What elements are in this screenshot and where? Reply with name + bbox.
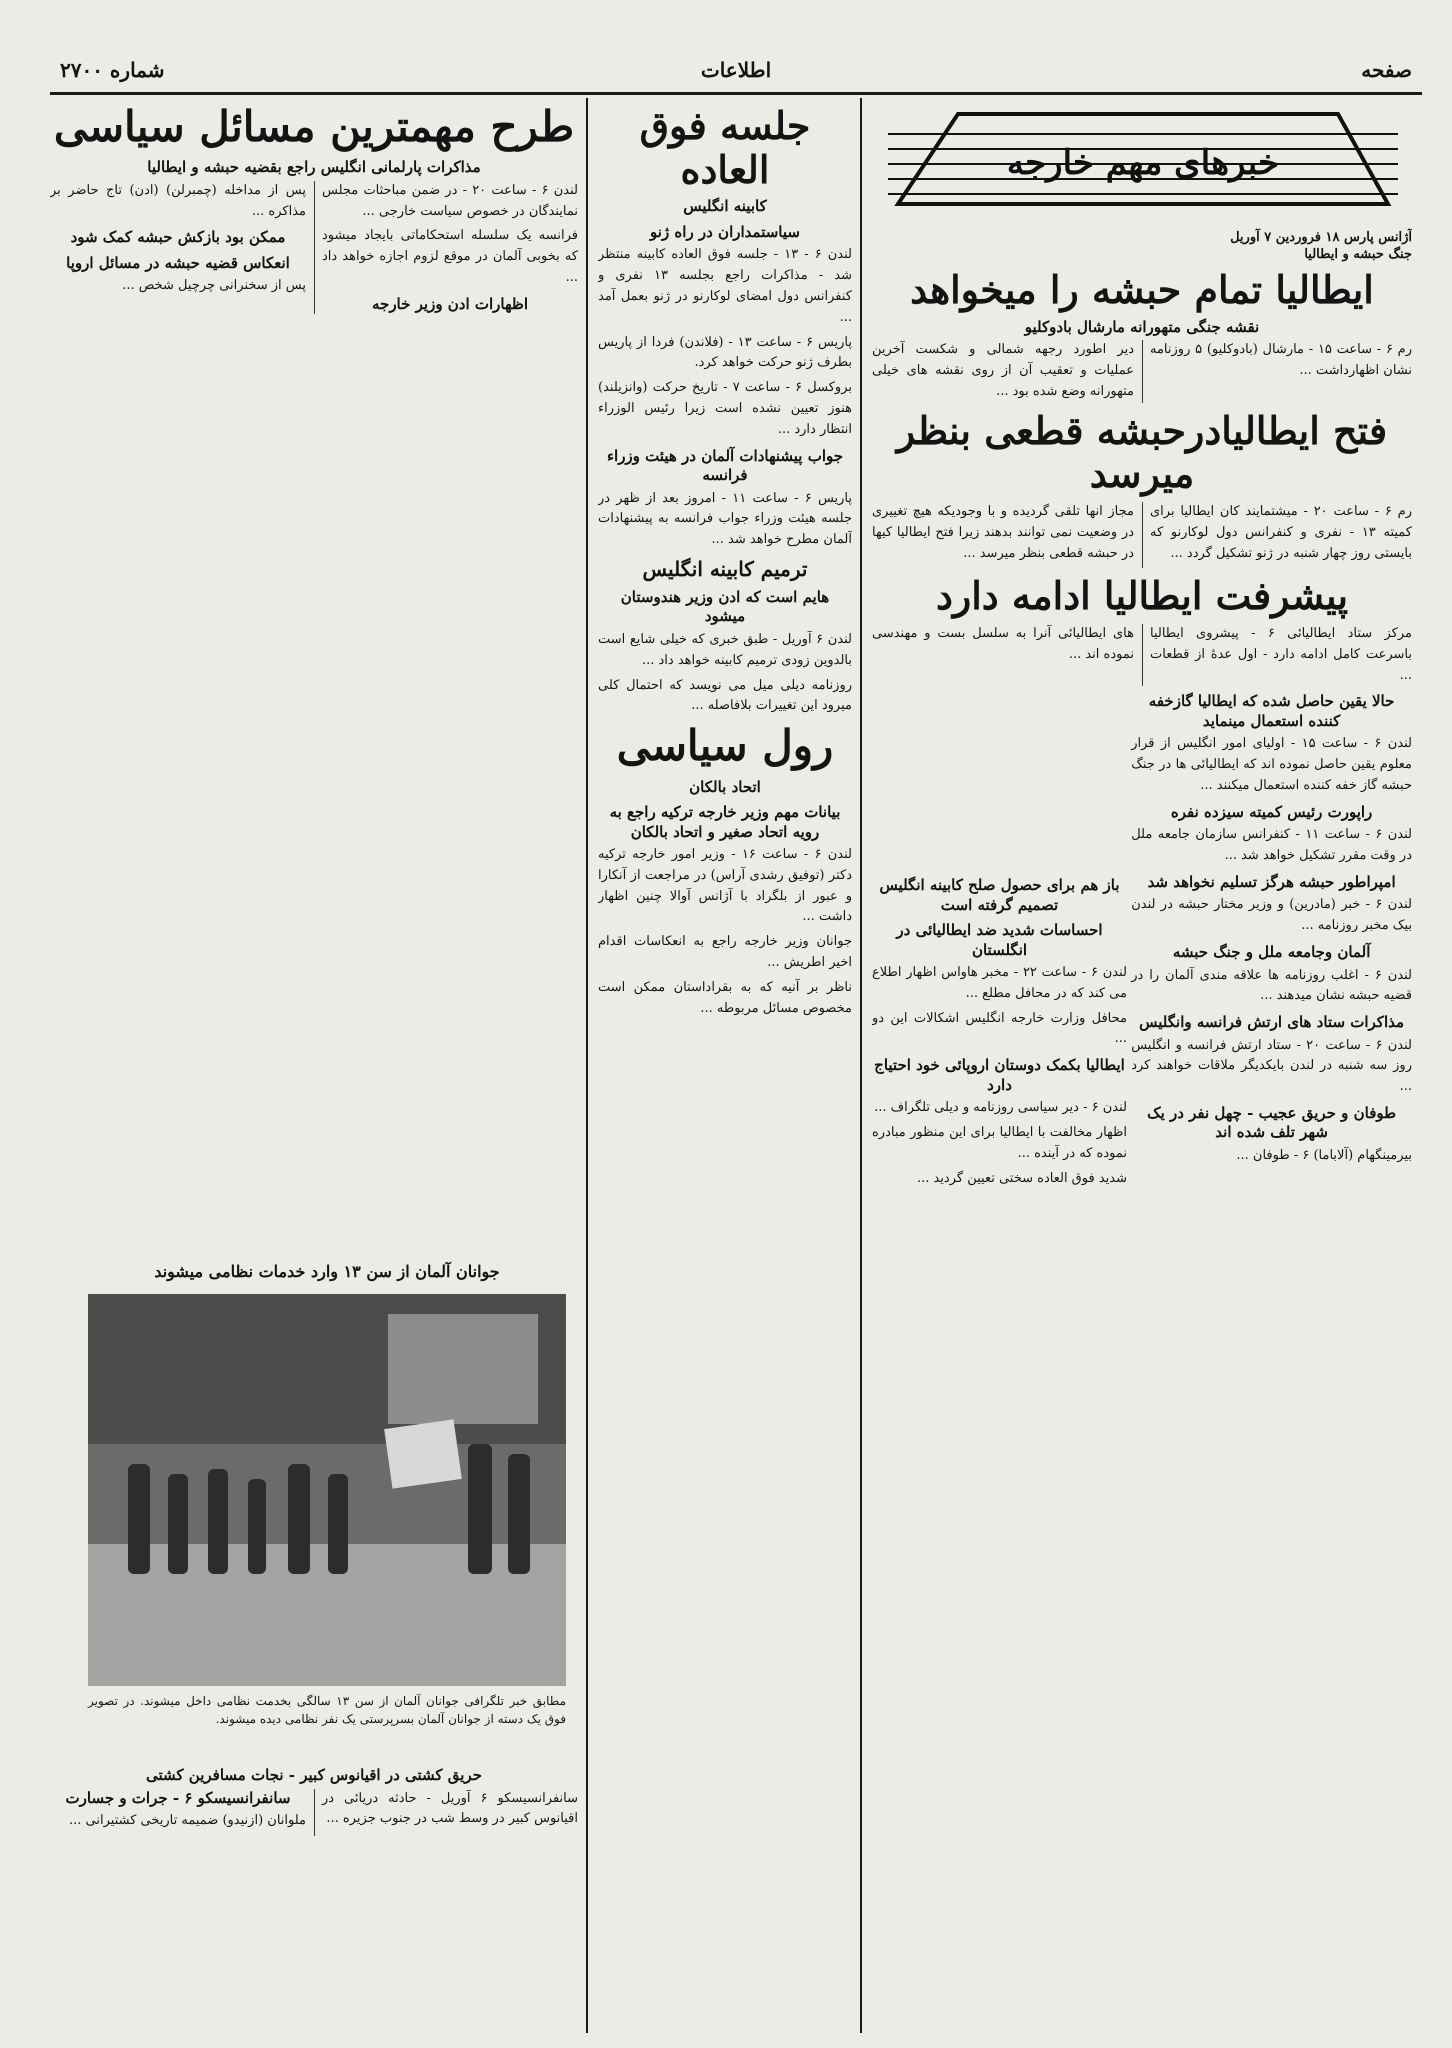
column-rule-right: [860, 98, 862, 2033]
article-1-body: [872, 340, 1412, 402]
paragraph: لندن ۶ - ۱۳ - جلسه فوق العاده کابینه منتظر شد - مذاکرات راجع بجلسه ۱۳ نفری و کنفرانس دول امضای لوکارنو در ژنو بعمل آمد ...: [598, 247, 852, 325]
left-article-1-title: طرح مهمترین مسائل سیاسی: [53, 102, 575, 151]
paragraph: روزنامه دیلی میل می نویسد که احتمال کلی میرود این تغییرات بلافاصله ...: [598, 677, 852, 714]
paragraph: رم ۶ - ساعت ۱۵ - مارشال (بادوکلیو) ۵ روزنامه نشان اظهارداشت ...: [1150, 342, 1412, 378]
agency-line: آژانس پارس ۱۸ فروردین ۷ آوریل: [1230, 230, 1412, 245]
paragraph: لندن ۶ - اغلب روزنامه ها علاقه مندی آلمان را در قضیه حبشه نشان میدهند ...: [1131, 967, 1412, 1004]
paragraph: اظهار مخالفت با ایطالیا برای این منظور مبادره نموده که در آینده ...: [872, 1124, 1127, 1161]
article-8-title: مذاکرات ستاد های ارتش فرانسه وانگلیس: [1139, 1013, 1405, 1032]
paragraph: محافل وزارت خارجه انگلیس اشکالات این دو ...: [872, 1010, 1127, 1047]
article-2-body: [872, 502, 1412, 568]
left-bottom-column: [50, 1760, 578, 2033]
paragraph: دیر اطورد رجهه شمالی و شکست آخرین عملیات و تعقیب آن از روی نقشه های خیلی متهورانه وضع شده بود ...: [872, 342, 1134, 399]
left-article-5-title: سانفرانسیسکو ۶ - جرات و جسارت: [65, 1788, 291, 1807]
right-middle-column-articles: [872, 870, 1127, 2030]
masthead: [50, 52, 1422, 94]
article-3-body: [872, 624, 1412, 686]
paragraph: مجاز انها تلقی گردیده و با وجودیکه هیچ تغییری در وضعیت نمی توانند بدهند زیرا فتح ایطالیا کیها در حبشه قطعی بنظر میرسد ...: [872, 503, 1134, 561]
masthead-rule: [50, 92, 1422, 95]
middle-article-6-title: ایطالیا بکمک دوستان اروپائی خود احتیاج دارد: [874, 1056, 1125, 1094]
banner-title-art: خبرهای مهم خارجه: [1006, 143, 1280, 183]
paragraph: لندن ۶ - ساعت ۲۰ - ستاد ارتش فرانسه و انگلیس روز سه شنبه در لندن بایکدیگر ملاقات خواهند کرد ...: [1131, 1037, 1412, 1095]
middle-article-4-subtitle: اتحاد بالکان: [689, 777, 761, 796]
left-article-4-body: [50, 1789, 578, 1836]
paragraph: پس از مداخله (چمبرلن) (ادن) تاج حاضر بر مذاکره ...: [50, 182, 306, 219]
middle-article-2-title: جواب پیشنهادات آلمان در هیئت وزراء فرانسه: [606, 446, 844, 485]
page-label: صفحه: [1361, 58, 1412, 82]
paragraph: بیرمینگهام (آلاباما) ۶ - طوفان ...: [1236, 1147, 1412, 1163]
middle-article-4-title: رول سیاسی: [616, 721, 834, 771]
paragraph: بروکسل ۶ - ساعت ۷ - تاریخ حرکت (وانزیلند) هنوز تعیین نشده است زیرا رئیس الوزراء انتظار دارد ...: [598, 380, 852, 437]
paragraph: لندن ۶ - ساعت ۱۵ - اولیای امور انگلیس از قرار معلوم یقین حاصل نموده اند که ایطالیائی ها در جنگ حبشه گاز خفه کننده استعمال میکنند ...: [1131, 736, 1412, 794]
article-1-subtitle: نقشه جنگی متهورانه مارشال بادوکلیو: [1024, 317, 1260, 336]
left-article-1-body: [50, 181, 578, 314]
photo-title: جوانان آلمان از سن ۱۳ وارد خدمات نظامی میشوند: [154, 1262, 500, 1281]
article-1-title: ایطالیا تمام حبشه را میخواهد: [910, 267, 1374, 312]
paragraph: های ایطالیائی آنرا به سلسل بست و مهندسی نموده اند ...: [872, 626, 1134, 662]
paragraph: لندن ۶ - دیر سیاسی روزنامه و دیلی تلگراف ...: [874, 1100, 1127, 1116]
article-6-title: امپراطور حبشه هرگز تسلیم نخواهد شد: [1147, 872, 1396, 891]
paragraph: لندن ۶ - ساعت ۲۰ - در ضمن مباحثات مجلس نمایندگان در خصوص سیاست خارجی ...: [322, 182, 578, 219]
right-subcolumn: [1131, 686, 1412, 1170]
paragraph: لندن ۶ - ساعت ۱۶ - وزیر امور خارجه ترکیه دکتر (توفیق رشدی آراس) در مراجعت از آنکارا و عبور از بلگراد با آژانس آوالا چنین اظهار داشت ...: [598, 847, 852, 925]
paragraph: پاریس ۶ - ساعت ۱۱ - امروز بعد از ظهر در جلسه هیئت وزراء جواب فرانسه به پیشنهادات آلمان مطرح خواهد شد ...: [598, 490, 852, 548]
left-article-2-subhead: ممکن بود بازکش حبشه کمک شود: [70, 228, 286, 247]
left-article-1-subtitle: مذاکرات پارلمانی انگلیس راجع بقضیه حبشه و ایطالیا: [147, 158, 481, 177]
paragraph: شدید فوق العاده سختی تعیین گردید ...: [916, 1170, 1127, 1186]
foreign-news-banner: [878, 104, 1408, 224]
paragraph: سانفرانسیسکو ۶ آوریل - حادثه دریائی در اقیانوس کبیر در وسط شب در جنوب جزیره ...: [322, 1790, 578, 1827]
photo-caption: مطابق خبر تلگرافی جوانان آلمان از سن ۱۳ سالگی بخدمت نظامی داخل میشوند. در تصویر فوق یک دسته از جوانان آلمان بسرپرستی یک نفر نظامی دیده میشوند.: [88, 1694, 566, 1726]
middle-article-5-title: باز هم برای حصول صلح کابینه انگلیس تصمیم گرفته است: [879, 876, 1120, 914]
paragraph: مرکز ستاد ایطالیائی ۶ - پیشروی ایطالیا باسرعت کامل ادامه دارد - اول عدۀ از قطعات ...: [1150, 626, 1412, 683]
left-column: [50, 98, 578, 1258]
article-5-title: راپورت رئیس کمیته سیزده نفره: [1170, 802, 1373, 821]
middle-article-1-subtitle-2: سیاستمداران در راه ژنو: [650, 222, 800, 241]
paragraph: فرانسه یک سلسله استحکاماتی بایجاد میشود که بخوبی آلمان در موقع لزوم اجازه خواهد داد ...: [322, 228, 578, 286]
article-2-title: فتح ایطالیادرحبشه قطعی بنظر میرسد: [896, 407, 1388, 497]
middle-article-3-subtitle: هایم است که ادن وزیر هندوستان میشود: [620, 587, 830, 626]
left-article-2-title: اظهارات ادن وزیر خارجه: [372, 294, 528, 313]
middle-column: [598, 98, 852, 2033]
paragraph: رم ۶ - ساعت ۲۰ - میشتمایند کان ایطالیا برای کمیته ۱۳ - نفری و کنفرانس دول لوکارنو که بایستی روز چهار شنبه در ژنو تشکیل گردد ...: [1150, 503, 1412, 561]
article-4-title: حالا یقین حاصل شده که ایطالیا گازخفه کننده استعمال مینماید: [1148, 692, 1395, 730]
article-3-title: پیشرفت ایطالیا ادامه دارد: [935, 573, 1349, 619]
section-label: جنگ حبشه و ایطالیا: [1304, 247, 1412, 262]
article-7-title: آلمان وجامعه ملل و جنگ حبشه: [1172, 943, 1371, 961]
paragraph: لندن ۶ آوریل - طبق خبری که خیلی شایع است بالدوین زودی ترمیم کابینه خواهد داد ...: [598, 631, 852, 668]
article-9-title: طوفان و حریق عجیب - چهل نفر در یک شهر تلف شده اند: [1147, 1103, 1397, 1142]
paragraph: ملوانان (ازنیدو) ضمیمه تاریخی کشتیرانی ...: [69, 1813, 306, 1828]
middle-article-1-title: جلسه فوق العاده: [639, 103, 811, 192]
paragraph: لندن ۶ - ساعت ۲۲ - مخبر هاواس اظهار اطلاع می کند که در محافل مطلع ...: [872, 965, 1127, 1001]
paragraph: پس از سخنرانی چرچیل شخص ...: [122, 278, 306, 294]
paragraph: ناظر بر آنیه که به بقراداستان ممکن است مخصوص مسائل مربوطه ...: [598, 979, 852, 1016]
left-article-4-title: حریق کشتی در اقیانوس کبیر - نجات مسافرین کشتی: [146, 1766, 482, 1784]
middle-article-4-subtitle-2: بیانات مهم وزیر خارجه ترکیه راجع به رویه اتحاد صغیر و اتحاد بالکان: [609, 803, 841, 841]
left-article-3-title: انعکاس قضیه حبشه در مسائل اروپا: [66, 253, 290, 272]
newspaper-name: اطلاعات: [700, 58, 772, 82]
paragraph: پاریس ۶ - ساعت ۱۳ - (فلاندن) فردا از پاریس بطرف ژنو حرکت خواهد کرد.: [598, 334, 852, 371]
middle-article-1-subtitle: کابینه انگلیس: [683, 197, 767, 216]
middle-article-5-subtitle: احساسات شدید ضد ایطالیائی در انگلستان: [896, 921, 1103, 959]
paragraph: جوانان وزیر خارجه راجع به انعکاسات اقدام اخیر اطریش ...: [598, 934, 852, 970]
column-rule-left: [586, 98, 588, 2033]
paragraph: لندن ۶ - ساعت ۱۱ - کنفرانس سازمان جامعه ملل در وقت مقرر تشکیل خواهد شد ...: [1131, 827, 1412, 864]
issue-number: شماره ۲۷۰۰: [60, 58, 165, 82]
middle-article-3-title: ترمیم کابینه انگلیس: [642, 556, 808, 581]
news-photo: [88, 1294, 566, 1686]
paragraph: لندن ۶ - خبر (مادرین) و وزیر مختار حبشه در لندن بیک مخبر روزنامه ...: [1131, 897, 1412, 934]
